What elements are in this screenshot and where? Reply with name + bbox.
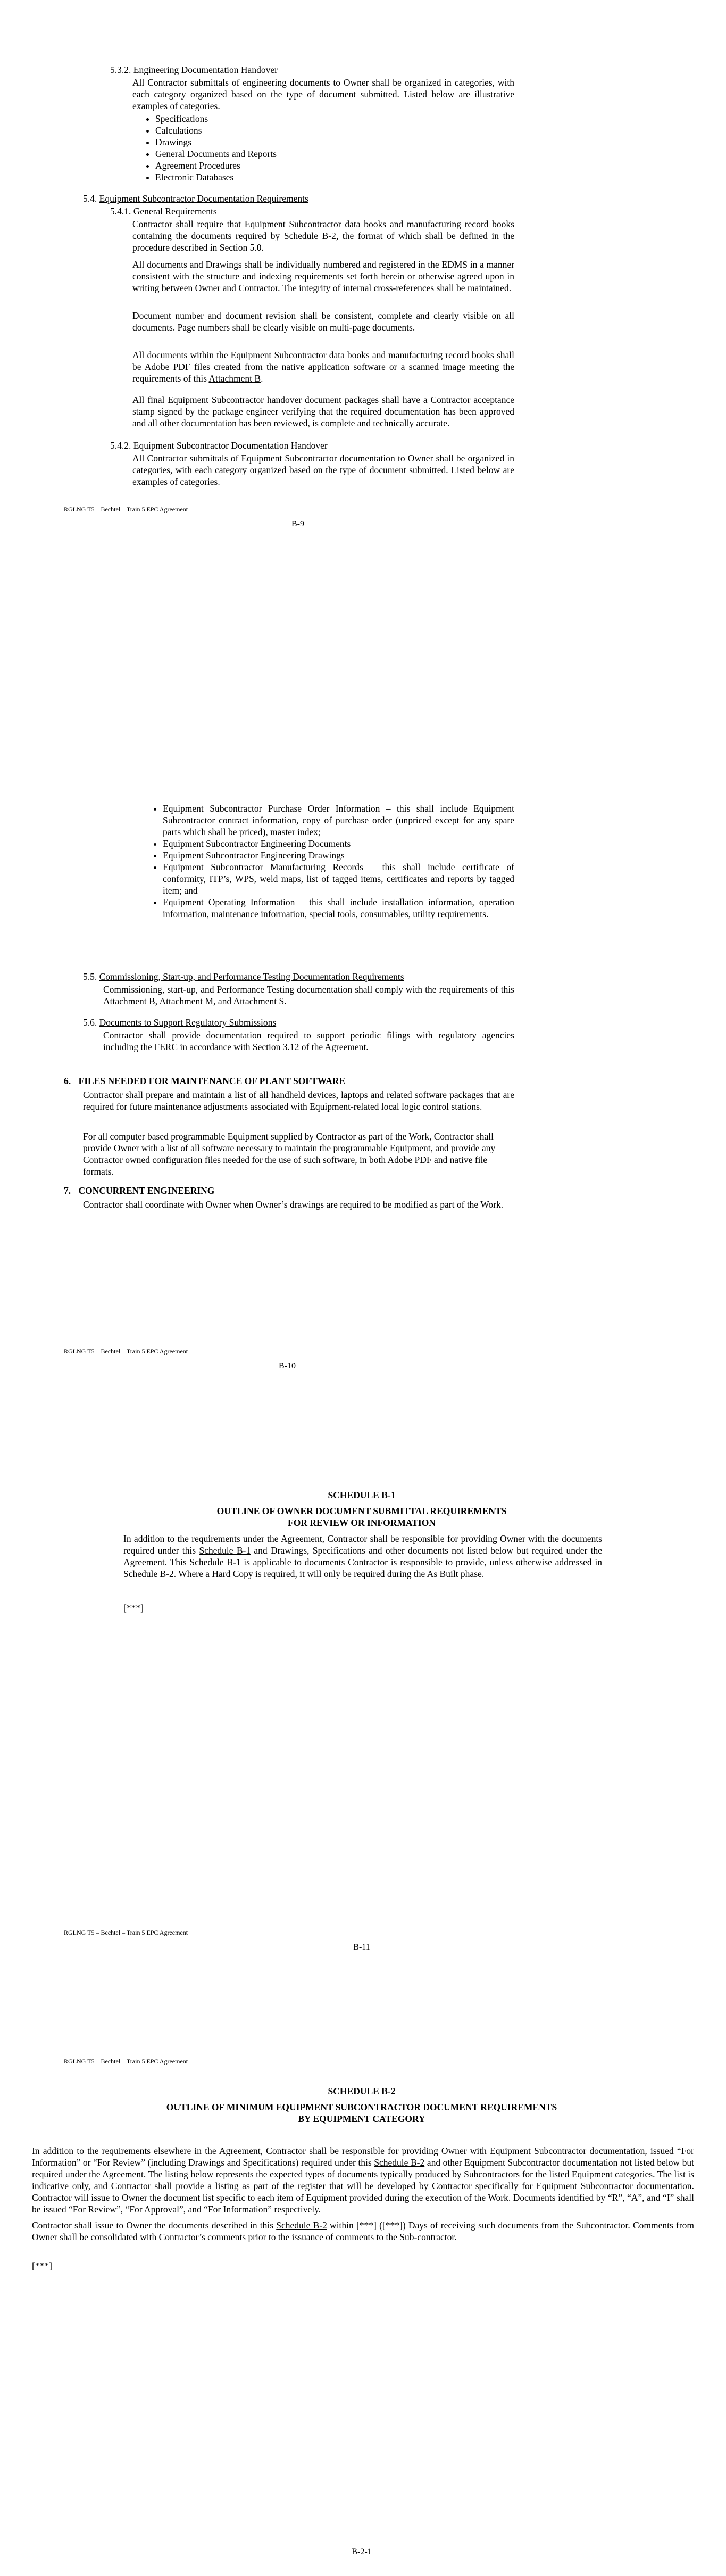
text-run: , and [213, 996, 233, 1006]
text-run: . Where a Hard Copy is required, it will only be required during the As Built phase. [173, 1568, 485, 1579]
section-5-4-heading [83, 193, 508, 204]
list-item: • Equipment Subcontractor Engineering Documents [163, 838, 514, 849]
text-run: All documents within the Equipment Subcontractor data books and manufacturing record books shall be Adobe PDF files created from the native application software or a scanned image meeting the requirements of this [132, 350, 514, 384]
text-run: , the format of which shall be defined in the procedure described in Section 5.0. [132, 230, 515, 253]
schedule-b2-subtitle-line-1: OUTLINE OF MINIMUM EQUIPMENT SUBCONTRACTOR DOCUMENT REQUIREMENTS [166, 2102, 557, 2112]
section-5-4-2-paragraph: All Contractor submittals of Equipment Subcontractor documentation to Owner shall be organized in categories, with each category organized based on the type of document submitted. Listed below are examples of categories. [132, 453, 514, 487]
section-6-heading [64, 1075, 521, 1087]
text-run: and other Equipment Subcontractor documentation not listed below but required under the Agreement. The listing below represents the expected types of documents typically produced by Subcontractors for the listed Equipment categories. The list is indicative only, and Contractor shall provide a listing as part of the register that will be developed by Contractor specifically for Equipment Subcontractor documentation. Contractor will issue to Owner the document list specific to each item of Equipment provided during the execution of the Work. Documents identified by “R”, “A”, and “I” shall be issued “For Review”, “For Approval”, and “For Information” respectively. [32, 2157, 695, 2215]
attachment-s-reference: Attachment S [233, 996, 285, 1006]
section-6-paragraph-1: Contractor shall prepare and maintain a list of all handheld devices, laptops and related software packages that are required for future maintenance adjustments associated with Equipment-related local logic control stations. [83, 1089, 514, 1112]
section-title: FILES NEEDED FOR MAINTENANCE OF PLANT SOFTWARE [78, 1076, 346, 1086]
schedule-b2-reference: Schedule B-2 [276, 2220, 327, 2231]
list-item: • Equipment Subcontractor Engineering Drawings [163, 849, 514, 861]
attachment-m-reference: Attachment M [159, 996, 214, 1006]
text-run: Contractor shall require that Equipment Subcontractor data books and manufacturing record books containing the documents required by [132, 219, 514, 241]
list-item: • Calculations [155, 125, 463, 136]
text-run: Commissioning, start-up, and Performance Testing documentation shall comply with the requirements of this [103, 984, 514, 995]
section-number: 6. [64, 1076, 71, 1086]
list-item: • Equipment Subcontractor Manufacturing Records – this shall include certificate of conformity, ITP’s, WPS, weld maps, list of tagged items, certificates and reports by tagged item; and [163, 861, 514, 896]
schedule-b2-reference: Schedule B-2 [374, 2157, 425, 2168]
section-5-4-1-paragraph-4 [132, 349, 514, 384]
text-run: In addition to the requirements under the Agreement, Contractor shall be responsible for providing Owner with the documents required under this [123, 1533, 602, 1556]
section-number: 5.4. [83, 193, 97, 204]
page-number: B-2-1 [352, 2547, 372, 2556]
page-footer: RGLNG T5 – Bechtel – Train 5 EPC Agreement [64, 1929, 188, 1936]
redacted-content: [***] [123, 1603, 144, 1613]
page-number: B-10 [279, 1361, 296, 1370]
section-number: 5.5. [83, 971, 97, 982]
list-item: • Equipment Subcontractor Purchase Order Information – this shall include Equipment Subcontractor contract information, copy of purchase order (unpriced except for any spare parts which shall be priced), master index; [163, 803, 514, 838]
list-item: • Equipment Operating Information – this shall include installation information, operation information, maintenance information, special tools, consumables, utility requirements. [163, 896, 514, 920]
section-number: 7. [64, 1185, 71, 1196]
schedule-b2-reference: Schedule B-2 [123, 1568, 174, 1579]
text-run: . [261, 373, 263, 384]
section-5-6-paragraph: Contractor shall provide documentation required to support periodic filings with regulatory agencies including the FERC in accordance with Section 3.12 of the Agreement. [103, 1030, 514, 1052]
section-title: Documents to Support Regulatory Submissions [99, 1017, 277, 1028]
text-run: . [284, 996, 287, 1006]
section-5-4-1-heading: 5.4.1. General Requirements [110, 206, 217, 217]
section-5-5-paragraph [103, 984, 514, 1007]
schedule-b1-title: SCHEDULE B-1 [328, 1490, 396, 1500]
schedule-b2-title: SCHEDULE B-2 [328, 2086, 396, 2096]
text-run: is applicable to documents Contractor is responsible to provide, unless otherwise addressed in [240, 1557, 602, 1567]
section-6-paragraph-2: For all computer based programmable Equipment supplied by Contractor as part of the Work, Contractor shall provide Owner with a list of all software necessary to maintain the programmable Equipment, and provide any Contractor owned configuration files needed for the use of such software, in both Adobe PDF and native file formats. [83, 1131, 496, 1177]
equipment-category-bullet-list [151, 803, 514, 920]
text-run: Contractor shall issue to Owner the documents described in this [32, 2220, 277, 2231]
section-5-4-1-paragraph-5: All final Equipment Subcontractor handover document packages shall have a Contractor acceptance stamp signed by the package engineer verifying that the required documentation has been approved and all other documentation has been reviewed, is complete and technically accurate. [132, 394, 514, 428]
schedule-b2-paragraph-1 [32, 2145, 694, 2215]
schedule-b1-reference: Schedule B-1 [189, 1557, 241, 1567]
page-number: B-9 [291, 519, 304, 529]
list-item: • Electronic Databases [155, 171, 463, 183]
section-5-3-2-bullet-list [144, 113, 463, 183]
text-run: and Drawings, Specifications and other documents not listed below but required under the Agreement. This [123, 1545, 602, 1567]
section-5-4-1-paragraph-2: All documents and Drawings shall be individually numbered and registered in the EDMS in a manner consistent with the structure and indexing requirements set forth herein or otherwise agreed upon in writing between Owner and Contractor. The integrity of internal cross-references shall be maintained. [132, 259, 514, 293]
text-run: within [***] ([***]) Days of receiving such documents from the Subcontractor. Comments from Owner shall be consolidated with Contractor’s comments prior to the issuance of comments to the Sub-contractor. [32, 2220, 694, 2242]
list-item: • Agreement Procedures [155, 160, 463, 171]
section-5-3-2-heading: 5.3.2. Engineering Documentation Handover [110, 64, 278, 75]
section-7-heading [64, 1185, 521, 1196]
schedule-b1-paragraph [123, 1533, 602, 1580]
section-5-3-2-paragraph: All Contractor submittals of engineering documents to Owner shall be organized in categories, with each category organized based on the type of document submitted. Listed below are illustrative examples of categories. [132, 77, 514, 111]
schedule-b1-subtitle-line-2: FOR REVIEW OR INFORMATION [288, 1517, 436, 1528]
schedule-b2-paragraph-2 [32, 2219, 694, 2243]
attachment-b-reference: Attachment B [208, 373, 261, 384]
section-7-paragraph: Contractor shall coordinate with Owner when Owner’s drawings are required to be modified as part of the Work. [83, 1199, 504, 1210]
page-footer: RGLNG T5 – Bechtel – Train 5 EPC Agreement [64, 506, 188, 513]
section-5-4-1-paragraph-3: Document number and document revision shall be consistent, complete and clearly visible on all documents. Page numbers shall be clearly visible on multi-page documents. [132, 310, 514, 333]
schedule-b2-reference: Schedule B-2 [283, 230, 336, 241]
section-title: CONCURRENT ENGINEERING [78, 1185, 215, 1196]
attachment-b-reference: Attachment B [103, 996, 155, 1006]
text-run: , [155, 996, 160, 1006]
page-header: RGLNG T5 – Bechtel – Train 5 EPC Agreement [64, 2058, 188, 2065]
page-number: B-11 [353, 1943, 370, 1952]
schedule-b1-reference: Schedule B-1 [199, 1545, 251, 1556]
section-5-5-heading [83, 971, 519, 982]
page-footer: RGLNG T5 – Bechtel – Train 5 EPC Agreement [64, 1348, 188, 1355]
list-item: • General Documents and Reports [155, 148, 463, 160]
section-title: Equipment Subcontractor Documentation Requirements [99, 193, 308, 204]
list-item: • Drawings [155, 136, 463, 148]
section-5-4-1-paragraph-1 [132, 218, 514, 253]
schedule-b2-subtitle-line-2: BY EQUIPMENT CATEGORY [298, 2113, 425, 2124]
section-5-4-2-heading: 5.4.2. Equipment Subcontractor Documentation Handover [110, 440, 328, 451]
section-5-6-heading [83, 1017, 508, 1028]
redacted-content: [***] [32, 2260, 52, 2271]
schedule-b1-subtitle-line-1: OUTLINE OF OWNER DOCUMENT SUBMITTAL REQUIREMENTS [216, 1506, 507, 1516]
text-run: In addition to the requirements elsewhere in the Agreement, Contractor shall be responsible for providing Owner with Equipment Subcontractor documentation, issued “For Information” or “For Review” (including Drawings and Specifications) required under this [32, 2145, 694, 2168]
list-item: • Specifications [155, 113, 463, 125]
section-title: Commissioning, Start-up, and Performance Testing Documentation Requirements [99, 971, 404, 982]
section-number: 5.6. [83, 1017, 97, 1028]
